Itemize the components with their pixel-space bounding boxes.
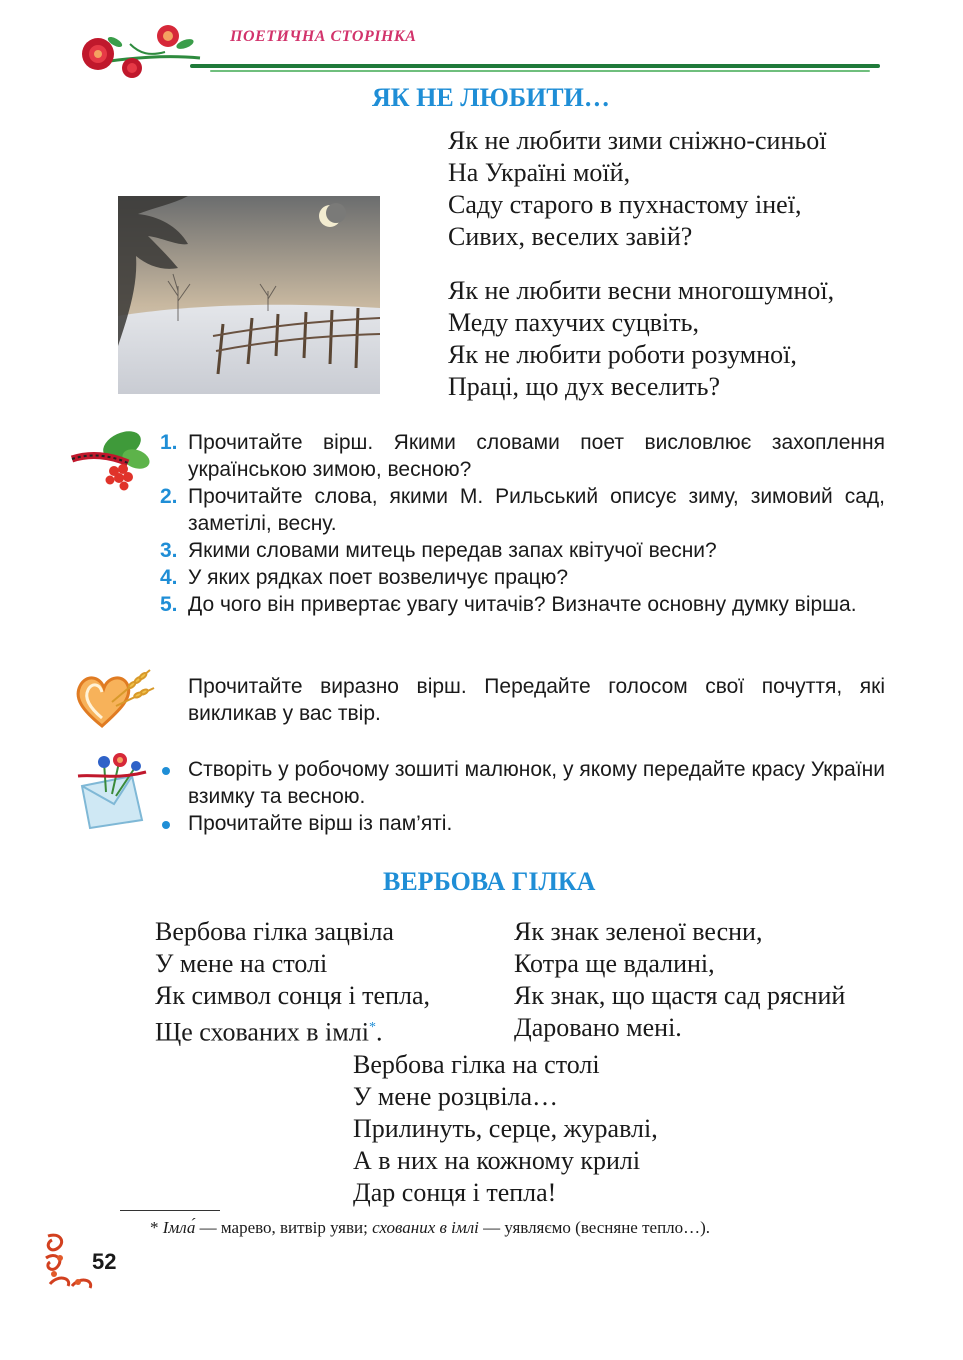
footnote-definition: — марево, витвір уяви; [195,1218,373,1237]
footnote-explanation: — уявляємо (весняне тепло…). [478,1218,711,1237]
footnote-phrase: схованих в імлі [372,1218,479,1237]
poem-line: Прилинуть, серце, журавлі, [353,1114,658,1143]
stanza-2 [448,275,834,403]
stanza-1 [448,125,834,253]
question-item [160,429,885,483]
poem-line: У мене розцвіла… [353,1082,559,1111]
header-divider-thin [210,70,870,72]
footnote-marker: * [150,1218,159,1237]
poem-line: Дар сонця і тепла! [353,1178,557,1207]
poem-line: Саду старого в пухнастому інеї, [448,190,802,219]
page-header [70,14,890,84]
question-item [160,564,885,591]
poem-line: Вербова гілка зацвіла [155,917,394,946]
homework-text: Створіть у робочому зошиті малюнок, у якому передайте красу України взимку та весною. [188,758,885,808]
homework-text: Прочитайте вірш із пам’яті. [188,812,453,835]
question-text: Якими словами митець передав запах квітучої весни? [188,539,717,562]
poem-line: Сивих, веселих завій? [448,222,693,251]
homework-item [160,810,885,837]
page-number: 52 [92,1249,117,1274]
question-number: 4. [160,566,178,589]
question-text: Прочитайте слова, якими М. Рильський описує зиму, зимовий сад, заметілі, весну. [188,485,885,535]
question-number: 2. [160,485,178,508]
question-text: У яких рядках поет возвеличує працю? [188,566,569,589]
poem-line: Як не любити роботи розумної, [448,340,797,369]
poem-line: Меду пахучих суцвіть, [448,308,699,337]
poem-line: Як не любити весни многошумної, [448,276,835,305]
poem1-text [448,125,834,425]
poem-line: У мене на столі [155,949,328,978]
poem-line: Ще схованих в імлі [155,1017,369,1047]
poem-line: Праці, що дух веселить? [448,372,721,401]
poem2-left-column [155,916,430,1049]
question-number: 5. [160,593,178,616]
poem-line: Як не любити зими сніжно-синьої [448,126,827,155]
bullet-icon [162,767,170,775]
poem-line-end-punct: . [375,1017,383,1047]
question-item [160,483,885,537]
poem2-bottom-stanza [353,1049,658,1209]
bullet-icon [162,821,170,829]
footnote-marker: * [368,1020,376,1035]
homework-list [160,756,885,837]
question-number: 3. [160,539,178,562]
poem2-right-column [514,916,845,1044]
reading-task: Прочитайте виразно вірш. Передайте голосом свої почуття, які викликав у вас твір. [188,675,885,725]
question-text: До чого він привертає увагу читачів? Визначте основну думку вірша. [188,593,857,616]
ornament-corner-icon [40,1228,100,1292]
questions-list [160,429,885,618]
footnote-divider [120,1210,220,1211]
poem-line: Даровано мені. [514,1013,682,1042]
question-number: 1. [160,431,178,454]
footnote-term: Імла́ [162,1218,196,1237]
section-title: ПОЕТИЧНА СТОРІНКА [230,28,417,45]
carnation-flowers-icon [70,14,210,84]
poem-line: Як знак, що щастя сад рясний [514,981,846,1010]
poem-line: Як знак зеленої весни, [514,917,763,946]
viburnum-berries-icon [70,425,154,495]
poem-title: ЯК НЕ ЛЮБИТИ… [372,83,610,112]
poem-line-with-footnote [155,1012,430,1049]
homework-item [160,756,885,810]
poem-line: А в них на кожному крилі [353,1146,641,1175]
envelope-flowers-icon [76,752,156,830]
header-divider [190,64,880,68]
winter-landscape-illustration [118,196,380,394]
poem-line: Вербова гілка на столі [353,1050,600,1079]
wheat-heart-icon [72,662,158,732]
poem2-title: ВЕРБОВА ГІЛКА [383,867,596,896]
footnote [150,1218,710,1238]
poem-line: На Україні моїй, [448,158,631,187]
question-text: Прочитайте вірш. Якими словами поет висловлює захоплення українською зимою, весною? [188,431,885,481]
poem-line: Котра ще вдалині, [514,949,715,978]
poem-line: Як символ сонця і тепла, [155,981,430,1010]
question-item [160,591,885,618]
question-item [160,537,885,564]
